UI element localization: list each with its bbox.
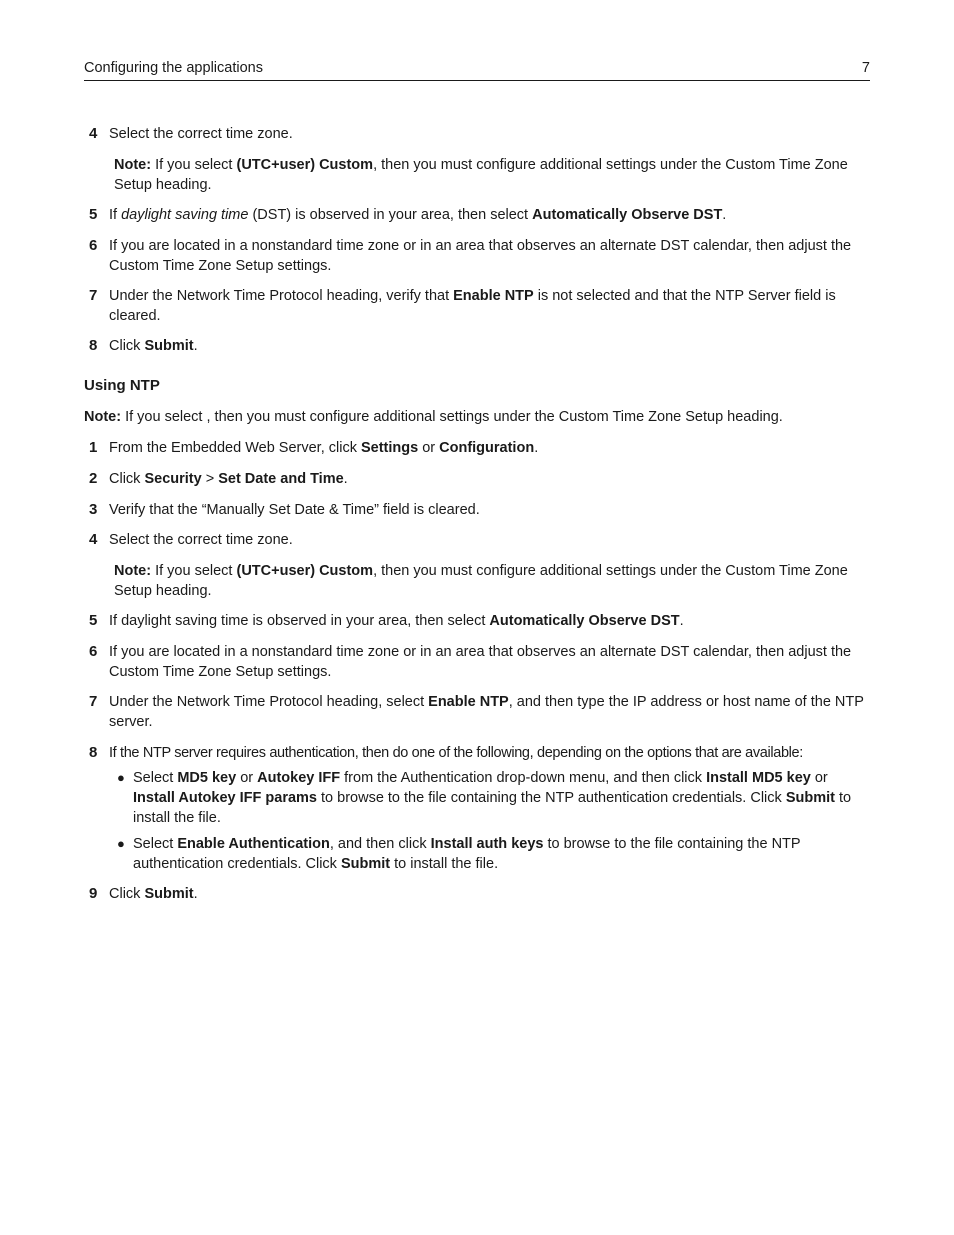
note-label: Note:: [114, 157, 152, 173]
section-heading: Using NTP: [84, 377, 160, 394]
header-title: Configuring the applications: [84, 60, 263, 76]
step-number: 5: [89, 612, 98, 629]
step-3: [84, 500, 870, 520]
step-5: [84, 611, 870, 631]
step-text: Click Submit.: [109, 886, 198, 902]
step-text: Select the correct time zone.: [109, 532, 293, 548]
note: Note: If you select , then you must configure additional settings under the Custom Time Zone Setup heading.: [84, 409, 783, 425]
step-text: Under the Network Time Protocol heading, verify that Enable NTP is not selected and that the NTP Server field is cleared.: [109, 288, 836, 324]
step-text: Click Submit.: [109, 338, 198, 354]
step-4: [84, 530, 870, 550]
header-divider: [84, 80, 870, 81]
step-8: [84, 743, 870, 763]
step-number: 8: [89, 744, 98, 761]
page-number: 7: [861, 60, 870, 76]
step-text: Select the correct time zone.: [109, 126, 293, 142]
step-4: [84, 124, 870, 144]
step-text: Click Security > Set Date and Time.: [109, 471, 348, 487]
list-item: [109, 834, 870, 874]
note-label: Note:: [114, 563, 152, 579]
step-text: If the NTP server requires authentication, then do one of the following, depending on the options that are available:: [109, 745, 803, 761]
step-number: 6: [89, 237, 98, 254]
bullet-icon: ●: [117, 770, 125, 785]
step-number: 1: [89, 439, 98, 456]
step-9: [84, 884, 870, 904]
list-item: [109, 768, 870, 828]
step-number: 7: [89, 287, 98, 304]
step-number: 7: [89, 693, 98, 710]
step-6: [84, 642, 870, 682]
step-text: Under the Network Time Protocol heading, select Enable NTP, and then type the IP address or host name of the NTP server.: [109, 694, 864, 730]
bullet-text: Select MD5 key or Autokey IFF from the Authentication drop-down menu, and then click Install MD5 key or Install Autokey IFF params to browse to the file containing the NTP authentication credentials. Click Submit to install the file.: [133, 770, 852, 826]
step-6: [84, 236, 870, 276]
step-7: [84, 286, 870, 326]
step-number: 6: [89, 643, 98, 660]
step-5: [84, 205, 870, 225]
step-number: 2: [89, 470, 98, 487]
step-8: [84, 336, 870, 356]
step-number: 3: [89, 501, 98, 518]
step-2: [84, 469, 870, 489]
step-1: [84, 438, 870, 458]
step-text: If you are located in a nonstandard time zone or in an area that observes an alternate DST calendar, then adjust the Custom Time Zone Setup settings.: [109, 238, 852, 274]
bullet-icon: ●: [117, 836, 125, 851]
step-text: If you are located in a nonstandard time zone or in an area that observes an alternate DST calendar, then adjust the Custom Time Zone Setup settings.: [109, 644, 852, 680]
step-text: Verify that the “Manually Set Date & Time” field is cleared.: [109, 502, 480, 518]
note-label: Note:: [84, 409, 122, 425]
step-number: 8: [89, 337, 98, 354]
note: Note: If you select (UTC+user) Custom, then you must configure additional settings under the Custom Time Zone Setup heading.: [114, 563, 848, 599]
step-text: If daylight saving time (DST) is observed in your area, then select Automatically Observe DST.: [109, 207, 727, 223]
bullet-text: Select Enable Authentication, and then click Install auth keys to browse to the file containing the NTP authentication credentials. Click Submit to install the file.: [133, 836, 801, 872]
note: Note: If you select (UTC+user) Custom, then you must configure additional settings under the Custom Time Zone Setup heading.: [114, 157, 848, 193]
step-text: If daylight saving time is observed in your area, then select Automatically Observe DST.: [109, 613, 684, 629]
bullet-list: [109, 768, 870, 874]
page-header: [84, 60, 870, 76]
step-number: 4: [89, 125, 98, 142]
step-number: 5: [89, 206, 98, 223]
step-number: 9: [89, 885, 98, 902]
page-body: [84, 124, 870, 904]
step-7: [84, 692, 870, 732]
step-text: From the Embedded Web Server, click Settings or Configuration.: [109, 440, 539, 456]
step-number: 4: [89, 531, 98, 548]
